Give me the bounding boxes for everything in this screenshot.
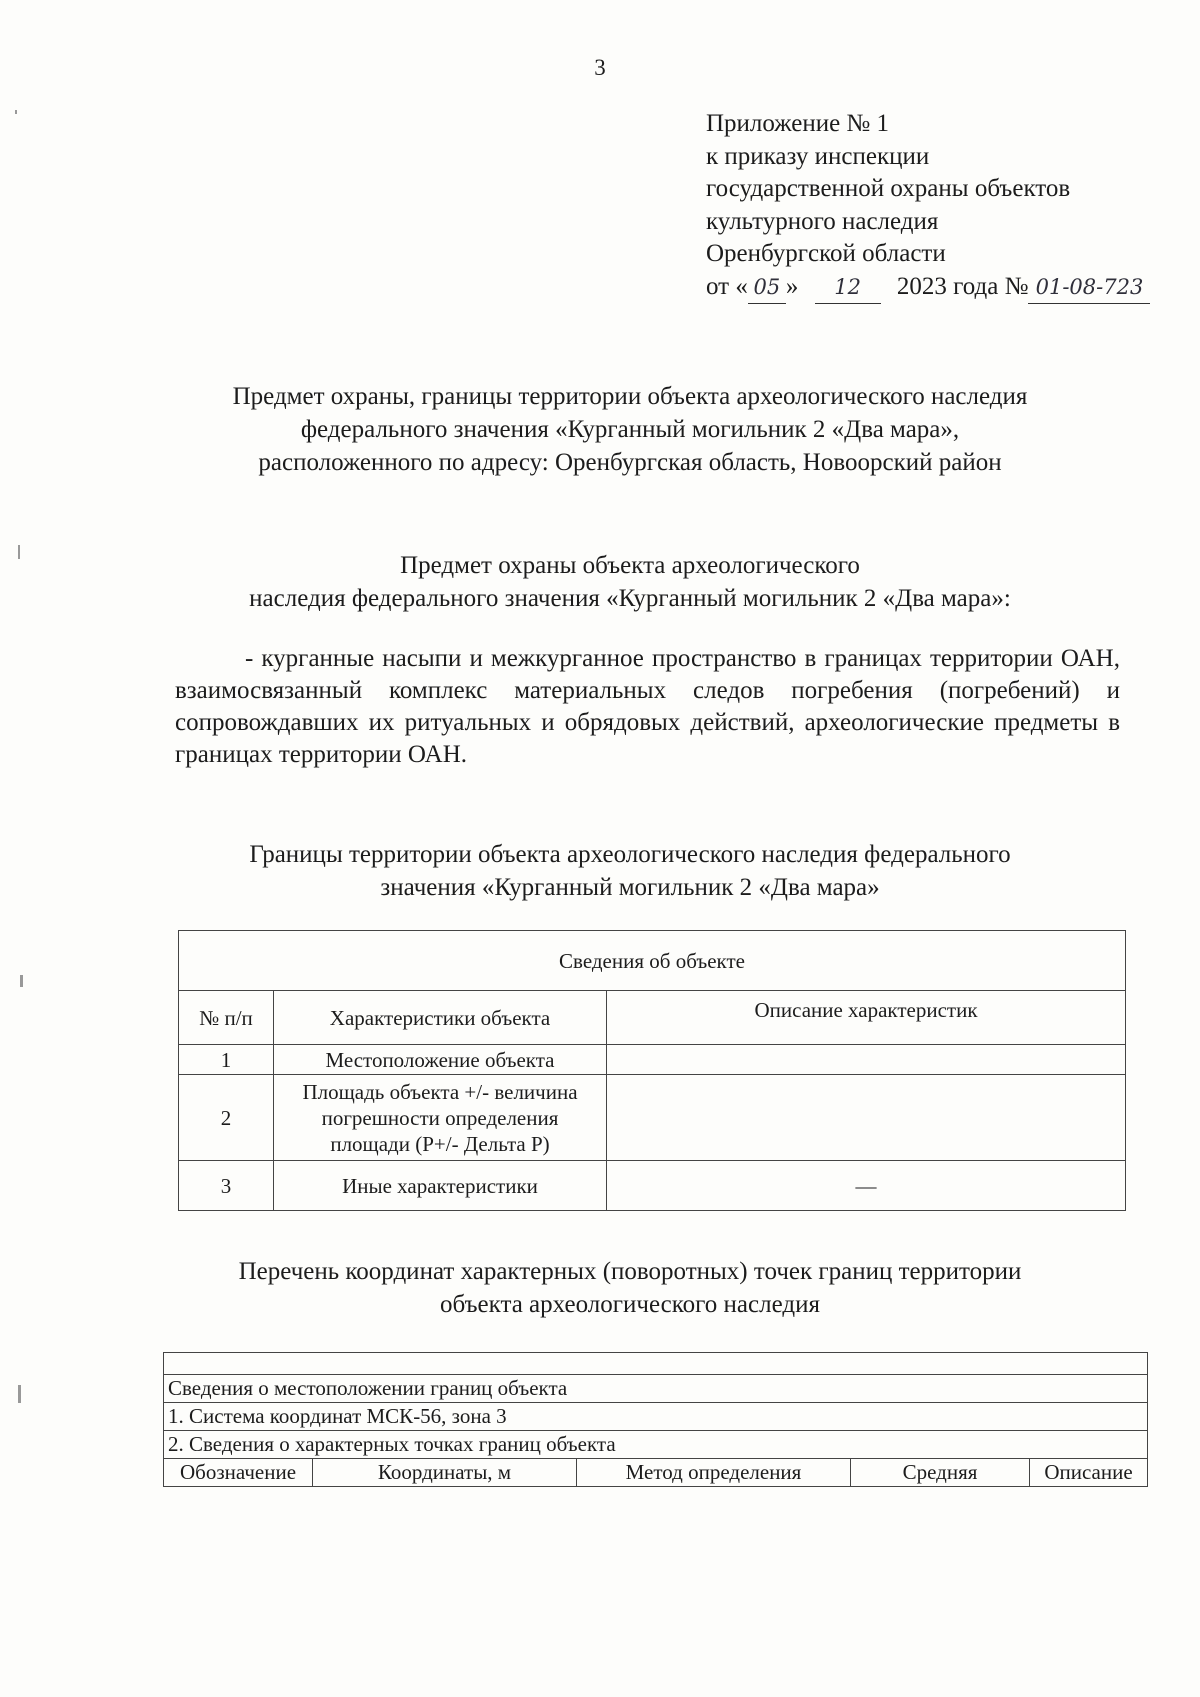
- appendix-line: государственной охраны объектов: [706, 175, 1071, 202]
- scan-speck: [20, 975, 23, 987]
- column-header: Средняя: [851, 1459, 1030, 1487]
- column-header: № п/п: [179, 991, 274, 1045]
- object-info-table: [178, 930, 1126, 1211]
- column-header: Характеристики объекта: [274, 991, 607, 1045]
- row-value: [607, 1045, 1126, 1075]
- table-row: [179, 1161, 1126, 1211]
- heading-line: объекта археологического наследия: [440, 1291, 820, 1318]
- document-title: [140, 380, 1120, 479]
- table-caption: Сведения об объекте: [179, 931, 1126, 991]
- table-row: Сведения о местоположении границ объекта: [164, 1375, 1148, 1403]
- page-number: 3: [594, 55, 606, 80]
- heading-line: Перечень координат характерных (поворотных) точек границ территории: [238, 1258, 1022, 1285]
- heading-line: Границы территории объекта археологического наследия федерального: [249, 841, 1011, 868]
- appendix-block: [706, 108, 1150, 304]
- year-text: 2023 года №: [896, 272, 1029, 300]
- row-value: [607, 1075, 1126, 1161]
- scan-speck: [15, 110, 17, 114]
- row-number: 2: [179, 1075, 274, 1161]
- boundaries-heading: [140, 838, 1120, 904]
- date-prefix: от «: [706, 272, 748, 300]
- row-number: 1: [179, 1045, 274, 1075]
- handwritten-order-number: 01-08-723: [1028, 271, 1150, 305]
- appendix-line: культурного наследия: [706, 207, 939, 235]
- column-header: Метод определения: [577, 1459, 851, 1487]
- row-name: Иные характеристики: [274, 1161, 607, 1211]
- heading-line: значения «Курганный могильник 2 «Два мара»: [380, 874, 880, 901]
- protection-text: - курганные насыпи и межкурганное пространство в границах территории ОАН, взаимосвязанный комплекс материальных следов погребения (погребений) и сопровождавших их ритуальных и обрядовых действий, археологические предметы в границах территории ОАН.: [175, 645, 1120, 768]
- coords-heading: [140, 1255, 1120, 1321]
- scan-speck: [18, 1385, 21, 1403]
- column-header: Описание характеристик: [607, 991, 1126, 1045]
- handwritten-month: 12: [815, 271, 881, 305]
- title-line: расположенного по адресу: Оренбургская область, Новоорский район: [258, 449, 1002, 476]
- quote-close: »: [785, 272, 799, 300]
- scan-speck: [18, 545, 20, 559]
- column-header: Обозначение: [164, 1459, 313, 1487]
- column-header: Координаты, м: [313, 1459, 577, 1487]
- protection-paragraph: [175, 643, 1120, 771]
- appendix-line: к приказу инспекции: [706, 142, 930, 170]
- protection-heading: [140, 549, 1120, 615]
- row-name: Местоположение объекта: [274, 1045, 607, 1075]
- table-row: 1. Система координат МСК-56, зона 3: [164, 1403, 1148, 1431]
- table-row: 2. Сведения о характерных точках границ объекта: [164, 1431, 1148, 1459]
- appendix-date-line: [706, 271, 1150, 305]
- appendix-line: Оренбургской области: [706, 240, 946, 267]
- row-name: Площадь объекта +/- величина погрешности определения площади (P+/- Дельта P): [274, 1075, 607, 1161]
- handwritten-day: 05: [748, 271, 786, 305]
- title-line: федерального значения «Курганный могильник 2 «Два мара»,: [300, 416, 960, 443]
- title-line: Предмет охраны, границы территории объекта археологического наследия: [232, 383, 1028, 410]
- appendix-line: Приложение № 1: [706, 110, 890, 137]
- coordinates-table: [163, 1352, 1148, 1487]
- column-header: Описание: [1030, 1459, 1148, 1487]
- row-value: —: [607, 1161, 1126, 1211]
- heading-line: Предмет охраны объекта археологического: [400, 552, 860, 579]
- heading-line: наследия федерального значения «Курганный могильник 2 «Два мара»:: [249, 585, 1011, 612]
- row-number: 3: [179, 1161, 274, 1211]
- table-row: [179, 1045, 1126, 1075]
- table-row: [179, 1075, 1126, 1161]
